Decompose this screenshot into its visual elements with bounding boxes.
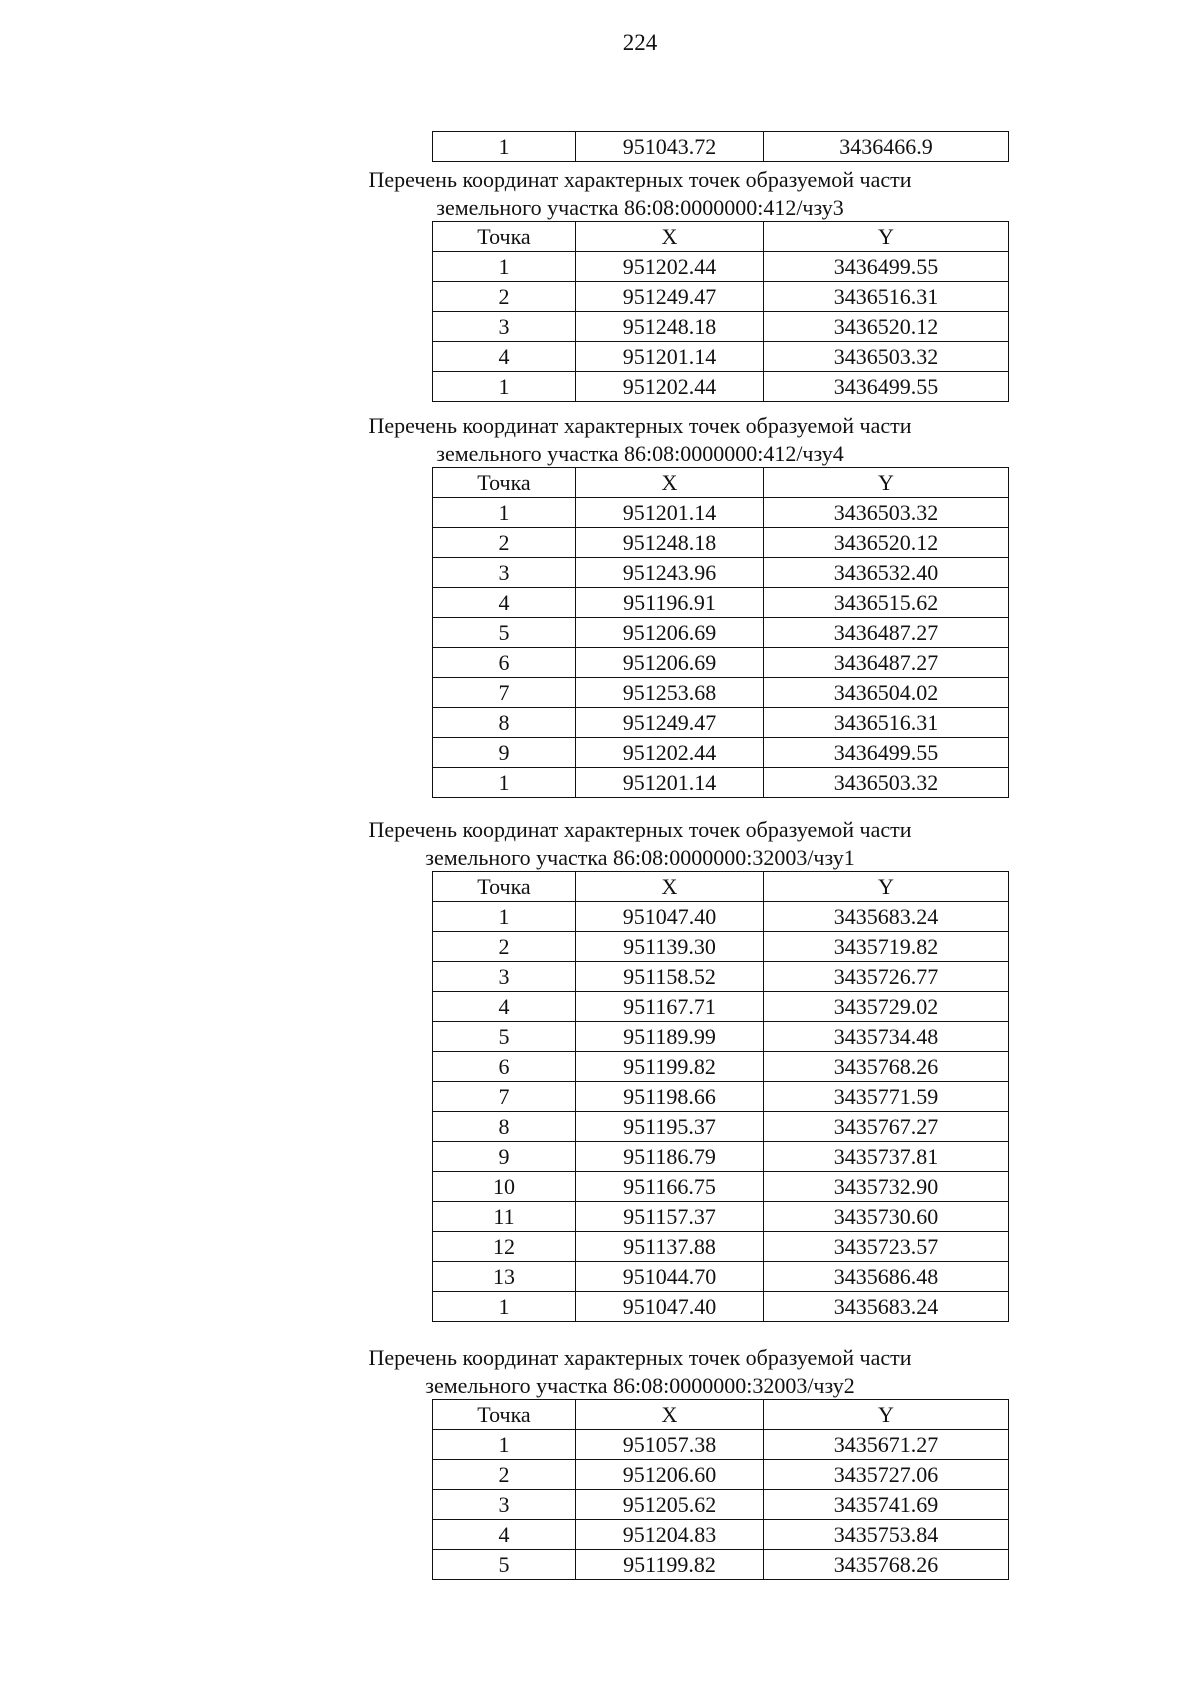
x-cell: 951189.99 [576,1022,764,1052]
point-cell: 9 [433,738,576,768]
table-row [433,1430,1009,1460]
table-row [433,738,1009,768]
table-row [433,372,1009,402]
column-header: Y [764,1400,1009,1430]
point-cell: 5 [433,618,576,648]
x-cell: 951195.37 [576,1112,764,1142]
y-cell: 3435768.26 [764,1052,1009,1082]
x-cell: 951198.66 [576,1082,764,1112]
table-row [433,282,1009,312]
column-header: X [576,872,764,902]
y-cell: 3436499.55 [764,372,1009,402]
table-header-row [433,222,1009,252]
x-cell: 951167.71 [576,992,764,1022]
x-cell: 951139.30 [576,932,764,962]
x-cell: 951202.44 [576,738,764,768]
table-row [433,252,1009,282]
x-cell: 951206.60 [576,1460,764,1490]
x-cell: 951248.18 [576,312,764,342]
y-cell: 3435732.90 [764,1172,1009,1202]
point-cell: 1 [433,132,576,162]
table-header-row [433,872,1009,902]
point-cell: 1 [433,252,576,282]
table-row [433,648,1009,678]
y-cell: 3435771.59 [764,1082,1009,1112]
y-cell: 3435730.60 [764,1202,1009,1232]
point-cell: 2 [433,282,576,312]
y-cell: 3436532.40 [764,558,1009,588]
coordinates-table [432,871,1009,1322]
x-cell: 951157.37 [576,1202,764,1232]
table-row [433,558,1009,588]
x-cell: 951249.47 [576,282,764,312]
page-number: 224 [622,30,658,55]
point-cell: 3 [433,558,576,588]
table-row [433,1022,1009,1052]
x-cell: 951158.52 [576,962,764,992]
point-cell: 13 [433,1262,576,1292]
x-cell: 951253.68 [576,678,764,708]
y-cell: 3436516.31 [764,282,1009,312]
x-cell: 951249.47 [576,708,764,738]
point-cell: 2 [433,1460,576,1490]
table-row [433,1520,1009,1550]
point-cell: 4 [433,992,576,1022]
y-cell: 3436487.27 [764,648,1009,678]
point-cell: 1 [433,902,576,932]
point-cell: 6 [433,648,576,678]
point-cell: 4 [433,588,576,618]
coordinates-table [432,1399,1009,1580]
x-cell: 951186.79 [576,1142,764,1172]
heading-line: Перечень координат характерных точек образуемой части [368,167,912,192]
x-cell: 951196.91 [576,588,764,618]
point-cell: 8 [433,708,576,738]
x-cell: 951044.70 [576,1262,764,1292]
x-cell: 951047.40 [576,1292,764,1322]
y-cell: 3436503.32 [764,342,1009,372]
x-cell: 951202.44 [576,252,764,282]
heading-line: земельного участка 86:08:0000000:412/чзу3 [436,195,844,220]
table-row [433,708,1009,738]
heading-line: Перечень координат характерных точек образуемой части [368,413,912,438]
y-cell: 3435737.81 [764,1142,1009,1172]
y-cell: 3435734.48 [764,1022,1009,1052]
table-row [433,992,1009,1022]
y-cell: 3435741.69 [764,1490,1009,1520]
table-row [433,768,1009,798]
point-cell: 1 [433,1292,576,1322]
table-row [433,1052,1009,1082]
table-header-row [433,1400,1009,1430]
y-cell: 3436515.62 [764,588,1009,618]
x-cell: 951201.14 [576,768,764,798]
y-cell: 3436516.31 [764,708,1009,738]
table-row [433,1262,1009,1292]
table-row [433,132,1009,162]
y-cell: 3435723.57 [764,1232,1009,1262]
x-cell: 951202.44 [576,372,764,402]
column-header: Y [764,872,1009,902]
column-header: Y [764,468,1009,498]
y-cell: 3436499.55 [764,252,1009,282]
x-cell: 951199.82 [576,1550,764,1580]
point-cell: 1 [433,498,576,528]
heading-line: Перечень координат характерных точек образуемой части [368,1345,912,1370]
table-row [433,588,1009,618]
x-cell: 951206.69 [576,648,764,678]
point-cell: 8 [433,1112,576,1142]
x-cell: 951199.82 [576,1052,764,1082]
y-cell: 3436503.32 [764,498,1009,528]
column-header: X [576,1400,764,1430]
point-cell: 1 [433,1430,576,1460]
heading-line: Перечень координат характерных точек образуемой части [368,817,912,842]
column-header: Y [764,222,1009,252]
section-heading [300,816,980,872]
table-row [433,1202,1009,1232]
table-row [433,528,1009,558]
x-cell: 951201.14 [576,342,764,372]
y-cell: 3436503.32 [764,768,1009,798]
column-header: Точка [433,468,576,498]
point-cell: 1 [433,372,576,402]
x-cell: 951137.88 [576,1232,764,1262]
table-row [433,1232,1009,1262]
heading-line: земельного участка 86:08:0000000:32003/чзу2 [425,1373,855,1398]
y-cell: 3435671.27 [764,1430,1009,1460]
x-cell: 951205.62 [576,1490,764,1520]
table-row [433,1550,1009,1580]
y-cell: 3435729.02 [764,992,1009,1022]
heading-line: земельного участка 86:08:0000000:32003/чзу1 [425,845,855,870]
point-cell: 3 [433,962,576,992]
x-cell: 951043.72 [576,132,764,162]
point-cell: 2 [433,528,576,558]
point-cell: 5 [433,1022,576,1052]
coordinates-table [432,221,1009,402]
section-heading [300,166,980,222]
x-cell: 951248.18 [576,528,764,558]
column-header: Точка [433,222,576,252]
y-cell: 3436499.55 [764,738,1009,768]
y-cell: 3435753.84 [764,1520,1009,1550]
point-cell: 9 [433,1142,576,1172]
y-cell: 3435683.24 [764,902,1009,932]
x-cell: 951057.38 [576,1430,764,1460]
table-row [433,678,1009,708]
y-cell: 3435683.24 [764,1292,1009,1322]
table-row [433,1172,1009,1202]
coordinates-table [432,467,1009,798]
x-cell: 951047.40 [576,902,764,932]
y-cell: 3435686.48 [764,1262,1009,1292]
point-cell: 7 [433,1082,576,1112]
y-cell: 3436466.9 [764,132,1009,162]
point-cell: 3 [433,312,576,342]
table-row [433,342,1009,372]
table-row [433,902,1009,932]
column-header: X [576,468,764,498]
table-row [433,1142,1009,1172]
x-cell: 951204.83 [576,1520,764,1550]
point-cell: 10 [433,1172,576,1202]
table-row [433,498,1009,528]
y-cell: 3436504.02 [764,678,1009,708]
x-cell: 951243.96 [576,558,764,588]
x-cell: 951206.69 [576,618,764,648]
point-cell: 6 [433,1052,576,1082]
y-cell: 3436520.12 [764,528,1009,558]
point-cell: 3 [433,1490,576,1520]
column-header: X [576,222,764,252]
point-cell: 4 [433,1520,576,1550]
table-row [433,1490,1009,1520]
heading-line: земельного участка 86:08:0000000:412/чзу4 [436,441,844,466]
y-cell: 3435768.26 [764,1550,1009,1580]
table-row [433,618,1009,648]
point-cell: 5 [433,1550,576,1580]
column-header: Точка [433,872,576,902]
point-cell: 4 [433,342,576,372]
point-cell: 12 [433,1232,576,1262]
table-row [433,1082,1009,1112]
table-row [433,312,1009,342]
table-row [433,1292,1009,1322]
y-cell: 3435719.82 [764,932,1009,962]
y-cell: 3436520.12 [764,312,1009,342]
y-cell: 3435767.27 [764,1112,1009,1142]
point-cell: 1 [433,768,576,798]
coordinates-table-continued [432,131,1009,162]
x-cell: 951166.75 [576,1172,764,1202]
y-cell: 3436487.27 [764,618,1009,648]
table-header-row [433,468,1009,498]
table-row [433,932,1009,962]
table-row [433,962,1009,992]
column-header: Точка [433,1400,576,1430]
x-cell: 951201.14 [576,498,764,528]
y-cell: 3435726.77 [764,962,1009,992]
table-row [433,1460,1009,1490]
section-heading [300,412,980,468]
y-cell: 3435727.06 [764,1460,1009,1490]
section-heading [300,1344,980,1400]
point-cell: 2 [433,932,576,962]
table-row [433,1112,1009,1142]
point-cell: 7 [433,678,576,708]
point-cell: 11 [433,1202,576,1232]
